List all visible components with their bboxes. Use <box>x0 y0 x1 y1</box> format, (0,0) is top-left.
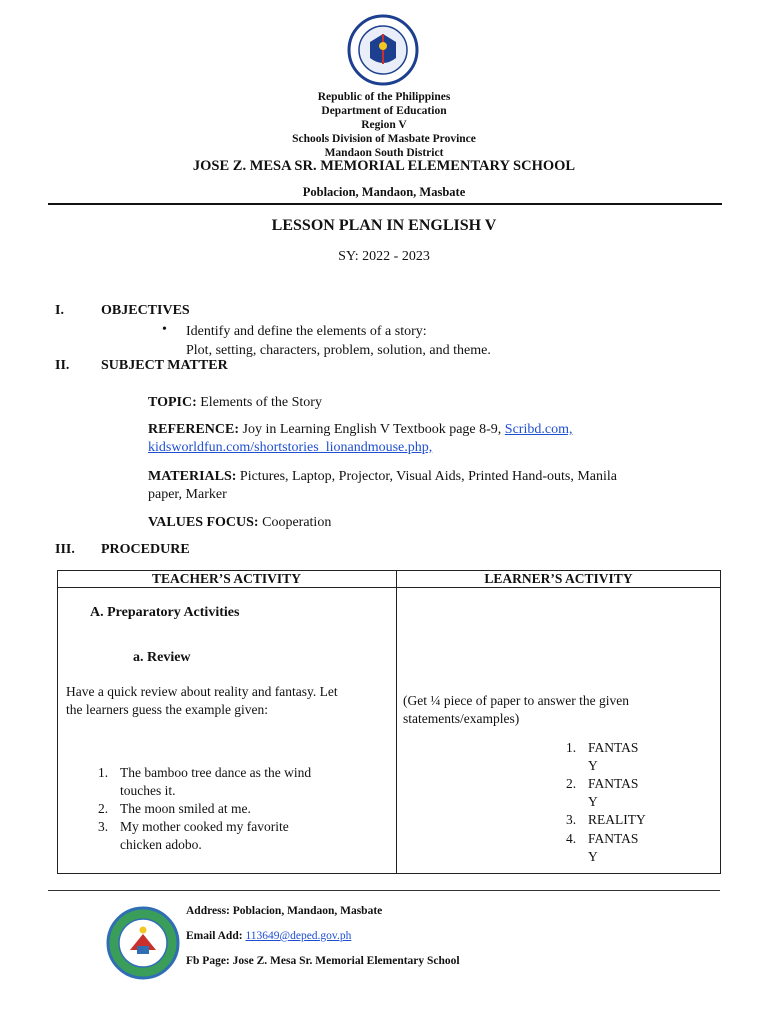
preparatory-activities-heading: A. Preparatory Activities <box>90 605 240 620</box>
answer-text-1a: FANTAS <box>588 740 639 755</box>
table-column-divider <box>396 570 397 874</box>
footer-email-line <box>186 930 351 942</box>
column-header-teacher: TEACHER’S ACTIVITY <box>152 571 301 586</box>
section-number-subject: II. <box>55 358 70 373</box>
topic-value: Elements of the Story <box>196 395 322 410</box>
answer-number-2: 2. <box>566 776 577 791</box>
header-region: Region V <box>361 119 407 131</box>
answer-number-3: 3. <box>566 812 577 827</box>
example-number-1: 1. <box>98 765 109 780</box>
reference-value: Joy in Learning English V Textbook page 8-9, <box>239 422 505 437</box>
example-text-2: The moon smiled at me. <box>120 801 251 816</box>
footer-email-link[interactable]: 113649@deped.gov.ph <box>245 930 352 942</box>
example-number-2: 2. <box>98 801 109 816</box>
values-label: VALUES FOCUS: <box>148 515 259 530</box>
footer-email-label: Email Add: <box>186 930 246 942</box>
answer-text-4a: FANTAS <box>588 831 639 846</box>
answer-text-3: REALITY <box>588 812 646 827</box>
header-division: Schools Division of Masbate Province <box>292 133 476 145</box>
answer-text-4b: Y <box>588 849 598 864</box>
materials-line <box>148 468 638 504</box>
section-number-objectives: I. <box>55 303 64 318</box>
header-republic: Republic of the Philippines <box>317 91 451 103</box>
answer-text-2a: FANTAS <box>588 776 639 791</box>
section-number-procedure: III. <box>55 542 75 557</box>
header-department: Department of Education <box>321 105 447 117</box>
section-title-subject: SUBJECT MATTER <box>101 358 228 373</box>
materials-value: Pictures, Laptop, Projector, Visual Aids, Printed Hand-outs, Manila paper, Marker <box>148 469 617 502</box>
reference-link-kidsworldfun[interactable]: kidsworldfun.com/shortstories_lionandmouse.php, <box>148 440 433 455</box>
deped-seal-logo <box>346 14 420 86</box>
header-location: Poblacion, Mandaon, Masbate <box>302 185 466 199</box>
answer-text-1b: Y <box>588 758 598 773</box>
footer-divider <box>48 890 720 891</box>
header-divider <box>48 203 722 205</box>
objective-text <box>186 322 491 360</box>
page-title: LESSON PLAN IN ENGLISH V <box>271 217 497 234</box>
objective-line-1: Identify and define the elements of a story: <box>186 324 427 339</box>
review-instructions: Have a quick review about reality and fantasy. Let the learners guess the example given: <box>66 684 338 717</box>
footer-fb-page: Fb Page: Jose Z. Mesa Sr. Memorial Elementary School <box>186 955 460 967</box>
reference-line <box>148 421 668 457</box>
values-value: Cooperation <box>258 515 332 530</box>
bullet-icon: • <box>162 322 167 337</box>
example-text-3: My mother cooked my favorite chicken adobo. <box>120 819 289 852</box>
header-school-name: JOSE Z. MESA SR. MEMORIAL ELEMENTARY SCHOOL <box>192 158 576 174</box>
section-title-procedure: PROCEDURE <box>101 542 190 557</box>
topic-line <box>148 394 648 412</box>
section-title-objectives: OBJECTIVES <box>101 303 190 318</box>
answer-text-2b: Y <box>588 794 598 809</box>
learner-instructions: (Get ¼ piece of paper to answer the given statements/examples) <box>403 693 630 726</box>
answer-number-1: 1. <box>566 740 577 755</box>
reference-label: REFERENCE: <box>148 422 240 437</box>
materials-label: MATERIALS: <box>148 469 237 484</box>
table-header-divider <box>57 587 721 588</box>
reference-link-scribd[interactable]: Scribd.com, <box>504 422 573 437</box>
footer-address: Address: Poblacion, Mandaon, Masbate <box>186 905 383 917</box>
example-text-1: The bamboo tree dance as the wind touches it. <box>120 765 312 798</box>
header-district: Mandaon South District <box>324 147 444 159</box>
review-heading: a. Review <box>133 650 191 665</box>
example-number-3: 3. <box>98 819 109 834</box>
topic-label: TOPIC: <box>148 395 197 410</box>
objective-line-2: Plot, setting, characters, problem, solution, and theme. <box>186 343 491 358</box>
school-year: SY: 2022 - 2023 <box>338 249 430 264</box>
column-header-learner: LEARNER’S ACTIVITY <box>484 571 633 586</box>
school-logo <box>106 906 180 980</box>
values-line <box>148 514 648 532</box>
answer-number-4: 4. <box>566 831 577 846</box>
